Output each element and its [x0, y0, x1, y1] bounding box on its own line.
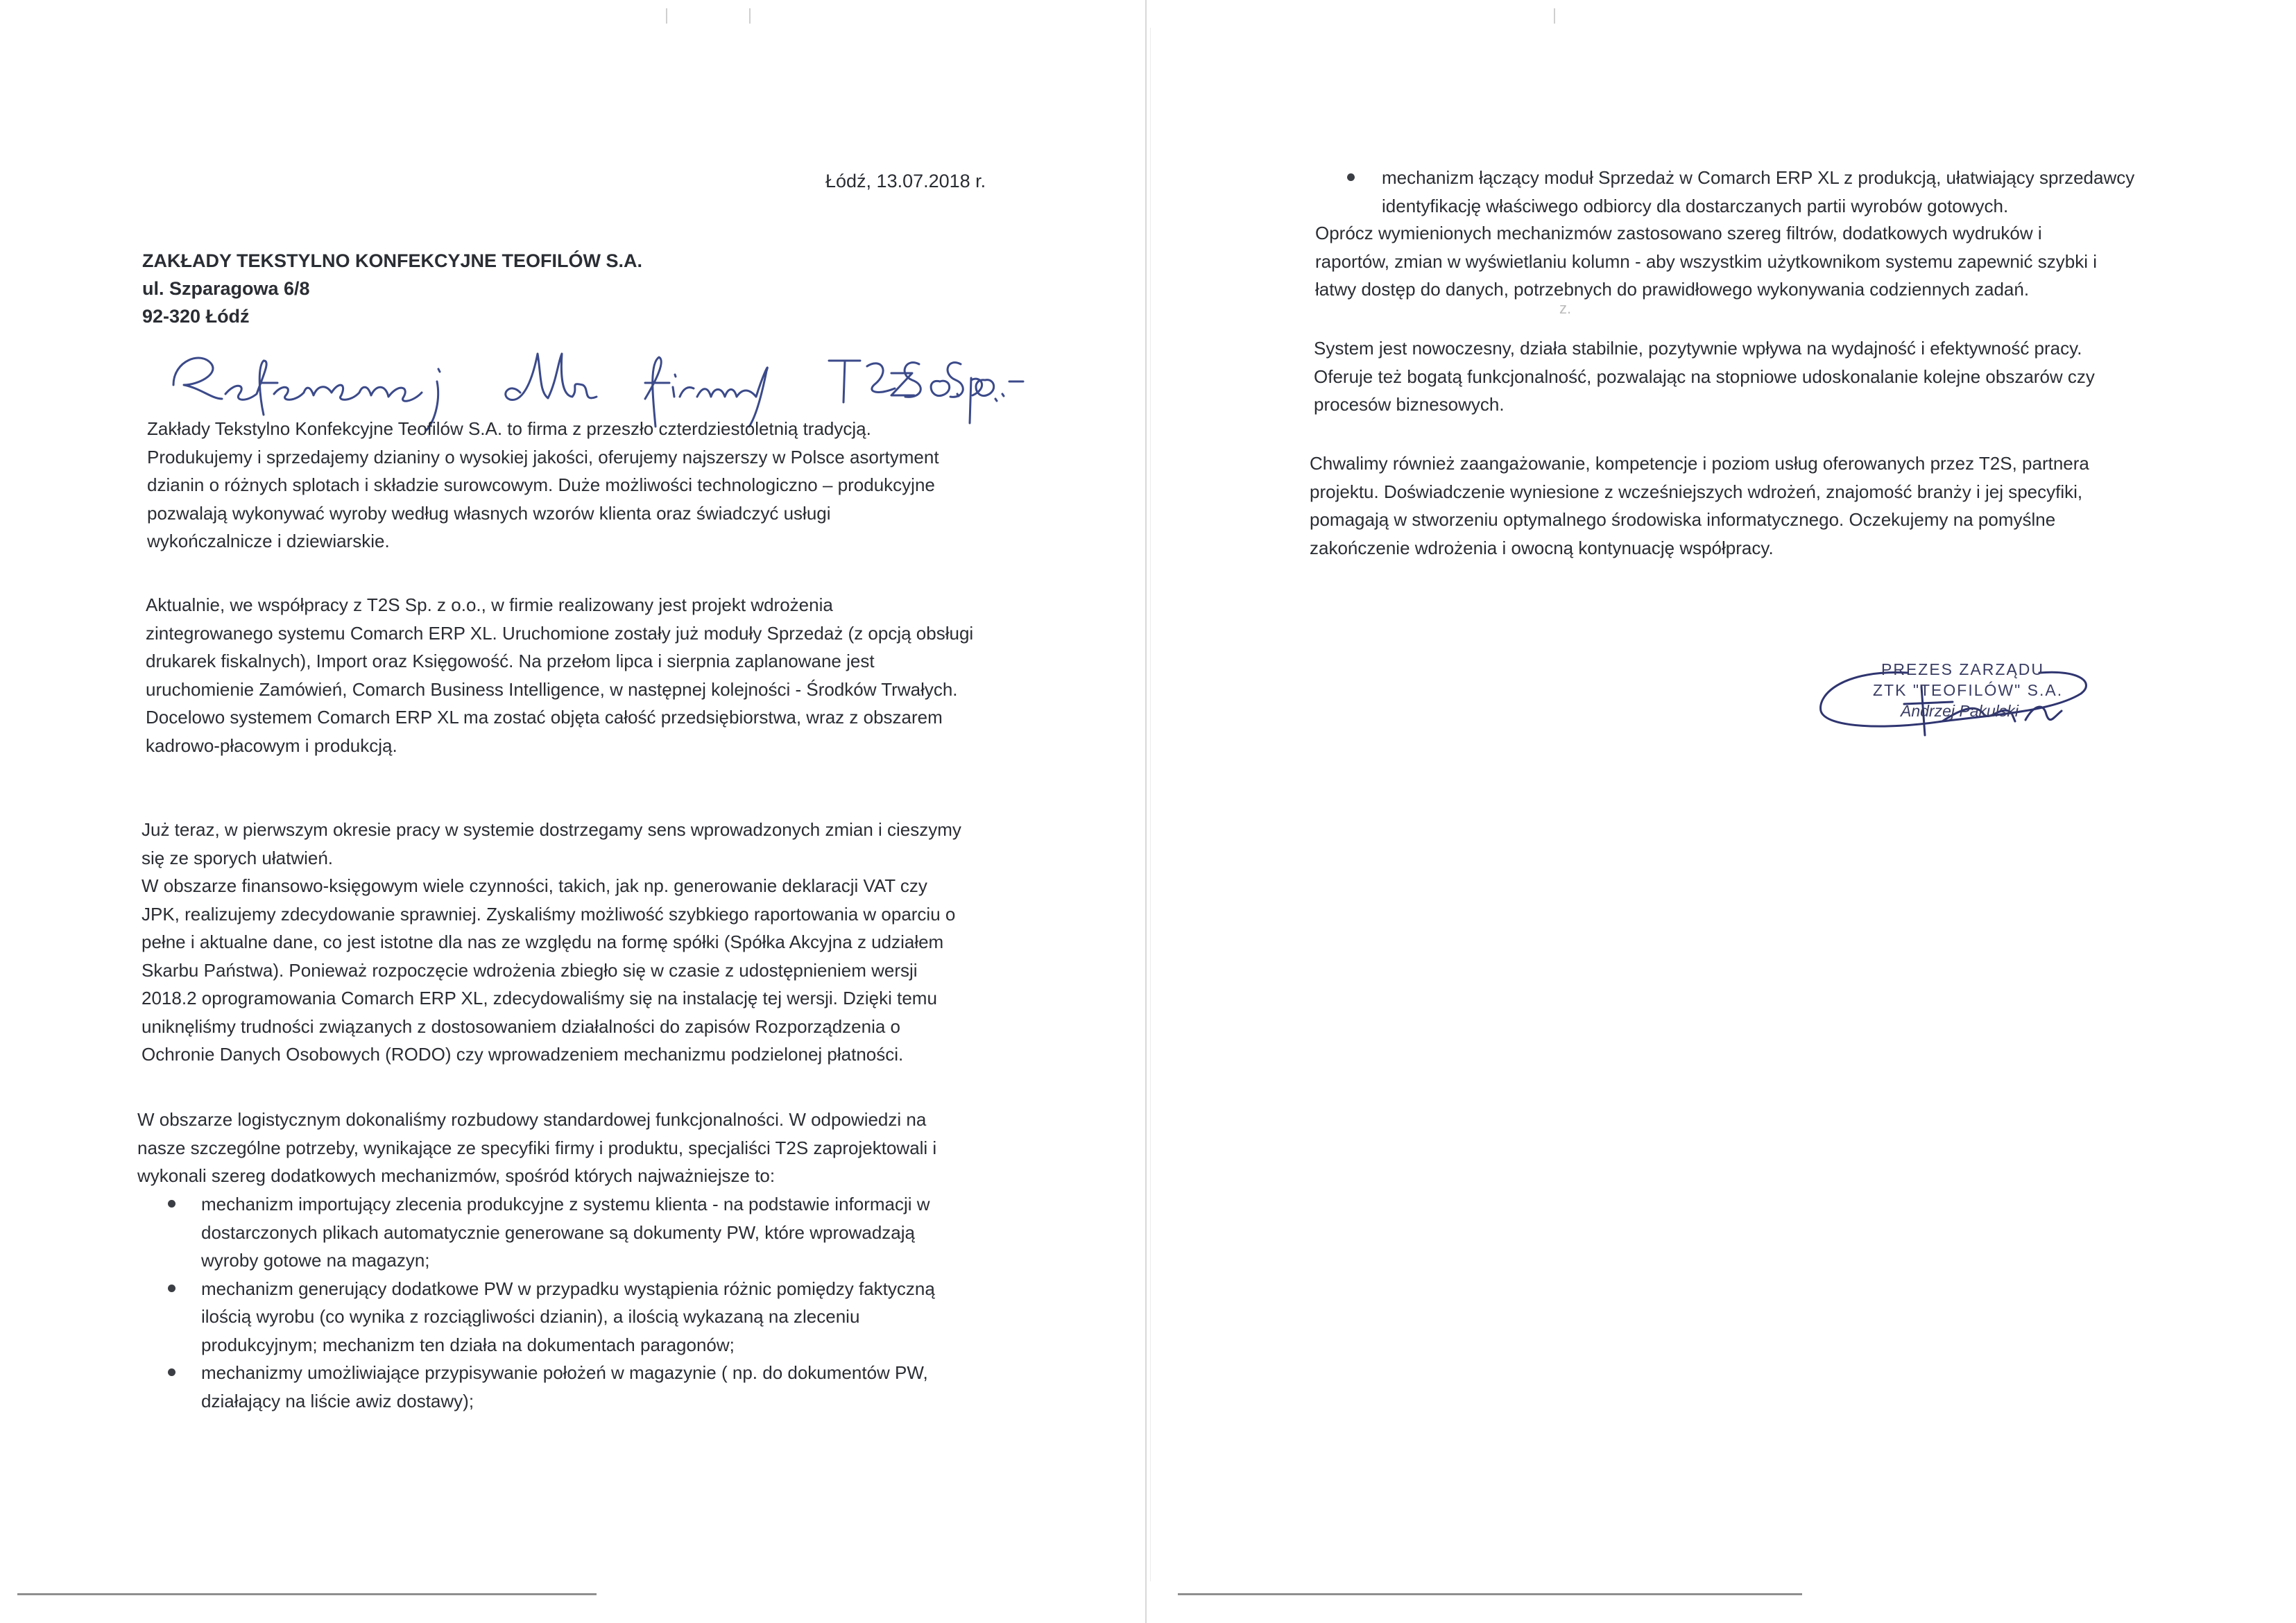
text-line: wykończalnicze i dziewiarskie.: [147, 531, 390, 551]
text-line: projektu. Doświadczenie wyniesione z wcześniejszych wdrożeń, znajomość branży i jej specyfiki,: [1310, 481, 2083, 502]
text-line: zakończenie wdrożenia i owocną kontynuację współpracy.: [1310, 537, 1774, 558]
mechanisms-list: [201, 1190, 985, 1415]
text-line: Docelowo systemem Comarch ERP XL ma zostać objęta całość przedsiębiorstwa, wraz z obszarem: [146, 707, 943, 728]
text-line: Chwalimy również zaangażowanie, kompetencje i poziom usług oferowanych przez T2S, partnera: [1310, 453, 2089, 474]
text-line: W obszarze finansowo-księgowym wiele czynności, takich, jak np. generowanie deklaracji VAT czy: [142, 875, 927, 896]
text-line: łatwy dostęp do danych, potrzebnych do prawidłowego wykonywania codziennych zadań.: [1315, 279, 2030, 300]
text-line: uruchomienie Zamówień, Comarch Business Intelligence, w następnej kolejności - Środków Trwałych.: [146, 678, 958, 700]
text-line: nasze szczególne potrzeby, wynikające ze specyfiki firmy i produktu, specjaliści T2S zaprojektowali i: [137, 1137, 937, 1158]
text-line: mechanizm łączący moduł Sprzedaż w Comarch ERP XL z produkcją, ułatwiający sprzedawcy: [1382, 167, 2135, 188]
text-line: mechanizm importujący zlecenia produkcyjne z systemu klienta - na podstawie informacji w: [201, 1194, 930, 1214]
list-item: [1382, 164, 2179, 220]
text-line: wyroby gotowe na magazyn;: [201, 1250, 430, 1271]
text-line: Zakłady Tekstylno Konfekcyjne Teofilów S.A. to firma z przeszło czterdziestoletnią tradycją.: [147, 418, 871, 439]
company-stamp: [1873, 659, 2063, 721]
letter-page-right: [1145, 0, 2296, 1623]
paragraph-system: [1314, 334, 2181, 419]
text-line: Skarbu Państwa). Ponieważ rozpoczęcie wdrożenia zbiegło się w czasie z udostępnieniem wersji: [142, 959, 918, 981]
bullet-icon: [168, 1285, 175, 1292]
text-line: uniknęliśmy trudności związanych z dostosowaniem działalności do zapisów Rozporządzenia o: [142, 1015, 900, 1037]
list-item: [201, 1359, 985, 1415]
text-line: Ochronie Danych Osobowych (RODO) czy wprowadzeniem mechanizmu podzielonej płatności.: [142, 1044, 904, 1065]
text-line: produkcyjnym; mechanizm ten działa na dokumentach paragonów;: [201, 1334, 735, 1355]
text-line: Produkujemy i sprzedajemy dzianiny o wysokiej jakości, oferujemy najszerszy w Polsce asortyment: [147, 446, 939, 467]
text-line: pozwalają wykonywać wyroby według własnych wzorów klienta oraz świadczyć usługi: [147, 502, 831, 524]
address-street: ul. Szparagowa 6/8: [142, 278, 310, 299]
stray-mark: z.: [1559, 300, 1572, 317]
paragraph-filters: [1315, 219, 2182, 304]
text-line: Aktualnie, we współpracy z T2S Sp. z o.o., w firmie realizowany jest projekt wdrożenia: [146, 594, 833, 615]
paragraph-company-intro: [147, 415, 993, 556]
text-line: Oferuje też bogatą funkcjonalność, pozwalając na stopniowe udoskonalanie kolejne obszarów czy: [1314, 366, 2095, 387]
list-item: [201, 1190, 985, 1275]
bullet-icon: [168, 1368, 175, 1376]
text-line: Oprócz wymienionych mechanizmów zastosowano szereg filtrów, dodatkowych wydruków i: [1315, 223, 2042, 243]
paragraph-benefits: [142, 816, 988, 1069]
text-line: dzianin o różnych splotach i składzie surowcowym. Duże możliwości technologiczno – produkcyjne: [147, 474, 935, 495]
stamp-signatory: Andrzej Pakulski: [1901, 702, 2019, 720]
text-line: się ze sporych ułatwień.: [142, 847, 334, 868]
stamp-title: PREZES ZARZĄDU: [1881, 660, 2045, 678]
text-line: procesów biznesowych.: [1314, 394, 1505, 415]
list-item: [201, 1275, 985, 1359]
handwritten-title-tail: [888, 340, 1034, 416]
paragraph-praise: [1310, 449, 2180, 562]
text-line: W obszarze logistycznym dokonaliśmy rozbudowy standardowej funkcjonalności. W odpowiedzi na: [137, 1109, 927, 1130]
text-line: kadrowo-płacowym i produkcją.: [146, 735, 397, 756]
address-company: ZAKŁADY TEKSTYLNO KONFEKCYJNE TEOFILÓW S.A.: [142, 250, 643, 271]
letter-date: Łódź, 13.07.2018 r.: [825, 171, 986, 191]
text-line: ilością wyrobu (co wynika z rozciągliwości dzianin), a ilością wykazaną na zleceniu: [201, 1306, 860, 1327]
letter-page-left: [0, 0, 1145, 1623]
text-line: mechanizmy umożliwiające przypisywanie położeń w magazynie ( np. do dokumentów PW,: [201, 1362, 928, 1383]
stamp-company: ZTK "TEOFILÓW" S.A.: [1873, 681, 2064, 699]
paragraph-logistics: [137, 1106, 984, 1190]
recipient-address: [142, 247, 642, 330]
text-line: dostarczonych plikach automatycznie generowane są dokumenty PW, które wprowadzają: [201, 1221, 915, 1243]
paragraph-project: [146, 591, 992, 759]
text-line: JPK, realizujemy zdecydowanie sprawniej. Zyskaliśmy możliwość szybkiego raportowania w oparciu o: [142, 903, 956, 925]
text-line: działający na liście awiz dostawy);: [201, 1390, 474, 1411]
text-line: 2018.2 oprogramowania Comarch ERP XL, zdecydowaliśmy się na instalację tej wersji. Dzięki temu: [142, 988, 937, 1008]
text-line: identyfikację właściwego odbiorcy dla dostarczanych partii wyrobów gotowych.: [1382, 195, 2009, 216]
text-line: zintegrowanego systemu Comarch ERP XL. Uruchomione zostały już moduły Sprzedaż (z opcją obsługi: [146, 622, 974, 644]
text-line: mechanizm generujący dodatkowe PW w przypadku wystąpienia różnic pomiędzy faktyczną: [201, 1278, 935, 1299]
text-line: pełne i aktualne dane, co jest istotne dla nas ze względu na formę spółki (Spółka Akcyjna z udziałem: [142, 931, 944, 952]
text-line: System jest nowoczesny, działa stabilnie, pozytywnie wpływa na wydajność i efektywność pracy.: [1314, 338, 2082, 359]
text-line: raportów, zmian w wyświetlaniu kolumn - aby wszystkim użytkownikom systemu zapewnić szybki i: [1315, 250, 2098, 272]
bullet-icon: [1347, 173, 1355, 181]
text-line: wykonali szereg dodatkowych mechanizmów, spośród których najważniejsze to:: [137, 1165, 776, 1186]
bullet-icon: [168, 1200, 175, 1208]
text-line: Już teraz, w pierwszym okresie pracy w systemie dostrzegamy sens wprowadzonych zmian i cieszymy: [142, 819, 961, 840]
mechanisms-list-continued: [1382, 164, 2179, 220]
text-line: drukarek fiskalnych), Import oraz Księgowość. Na przełom lipca i sierpnia zaplanowane jest: [146, 651, 875, 671]
address-city: 92-320 Łódź: [142, 306, 250, 327]
text-line: pomagają w stworzeniu optymalnego środowiska informatycznego. Oczekujemy na pomyślne: [1310, 509, 2056, 530]
